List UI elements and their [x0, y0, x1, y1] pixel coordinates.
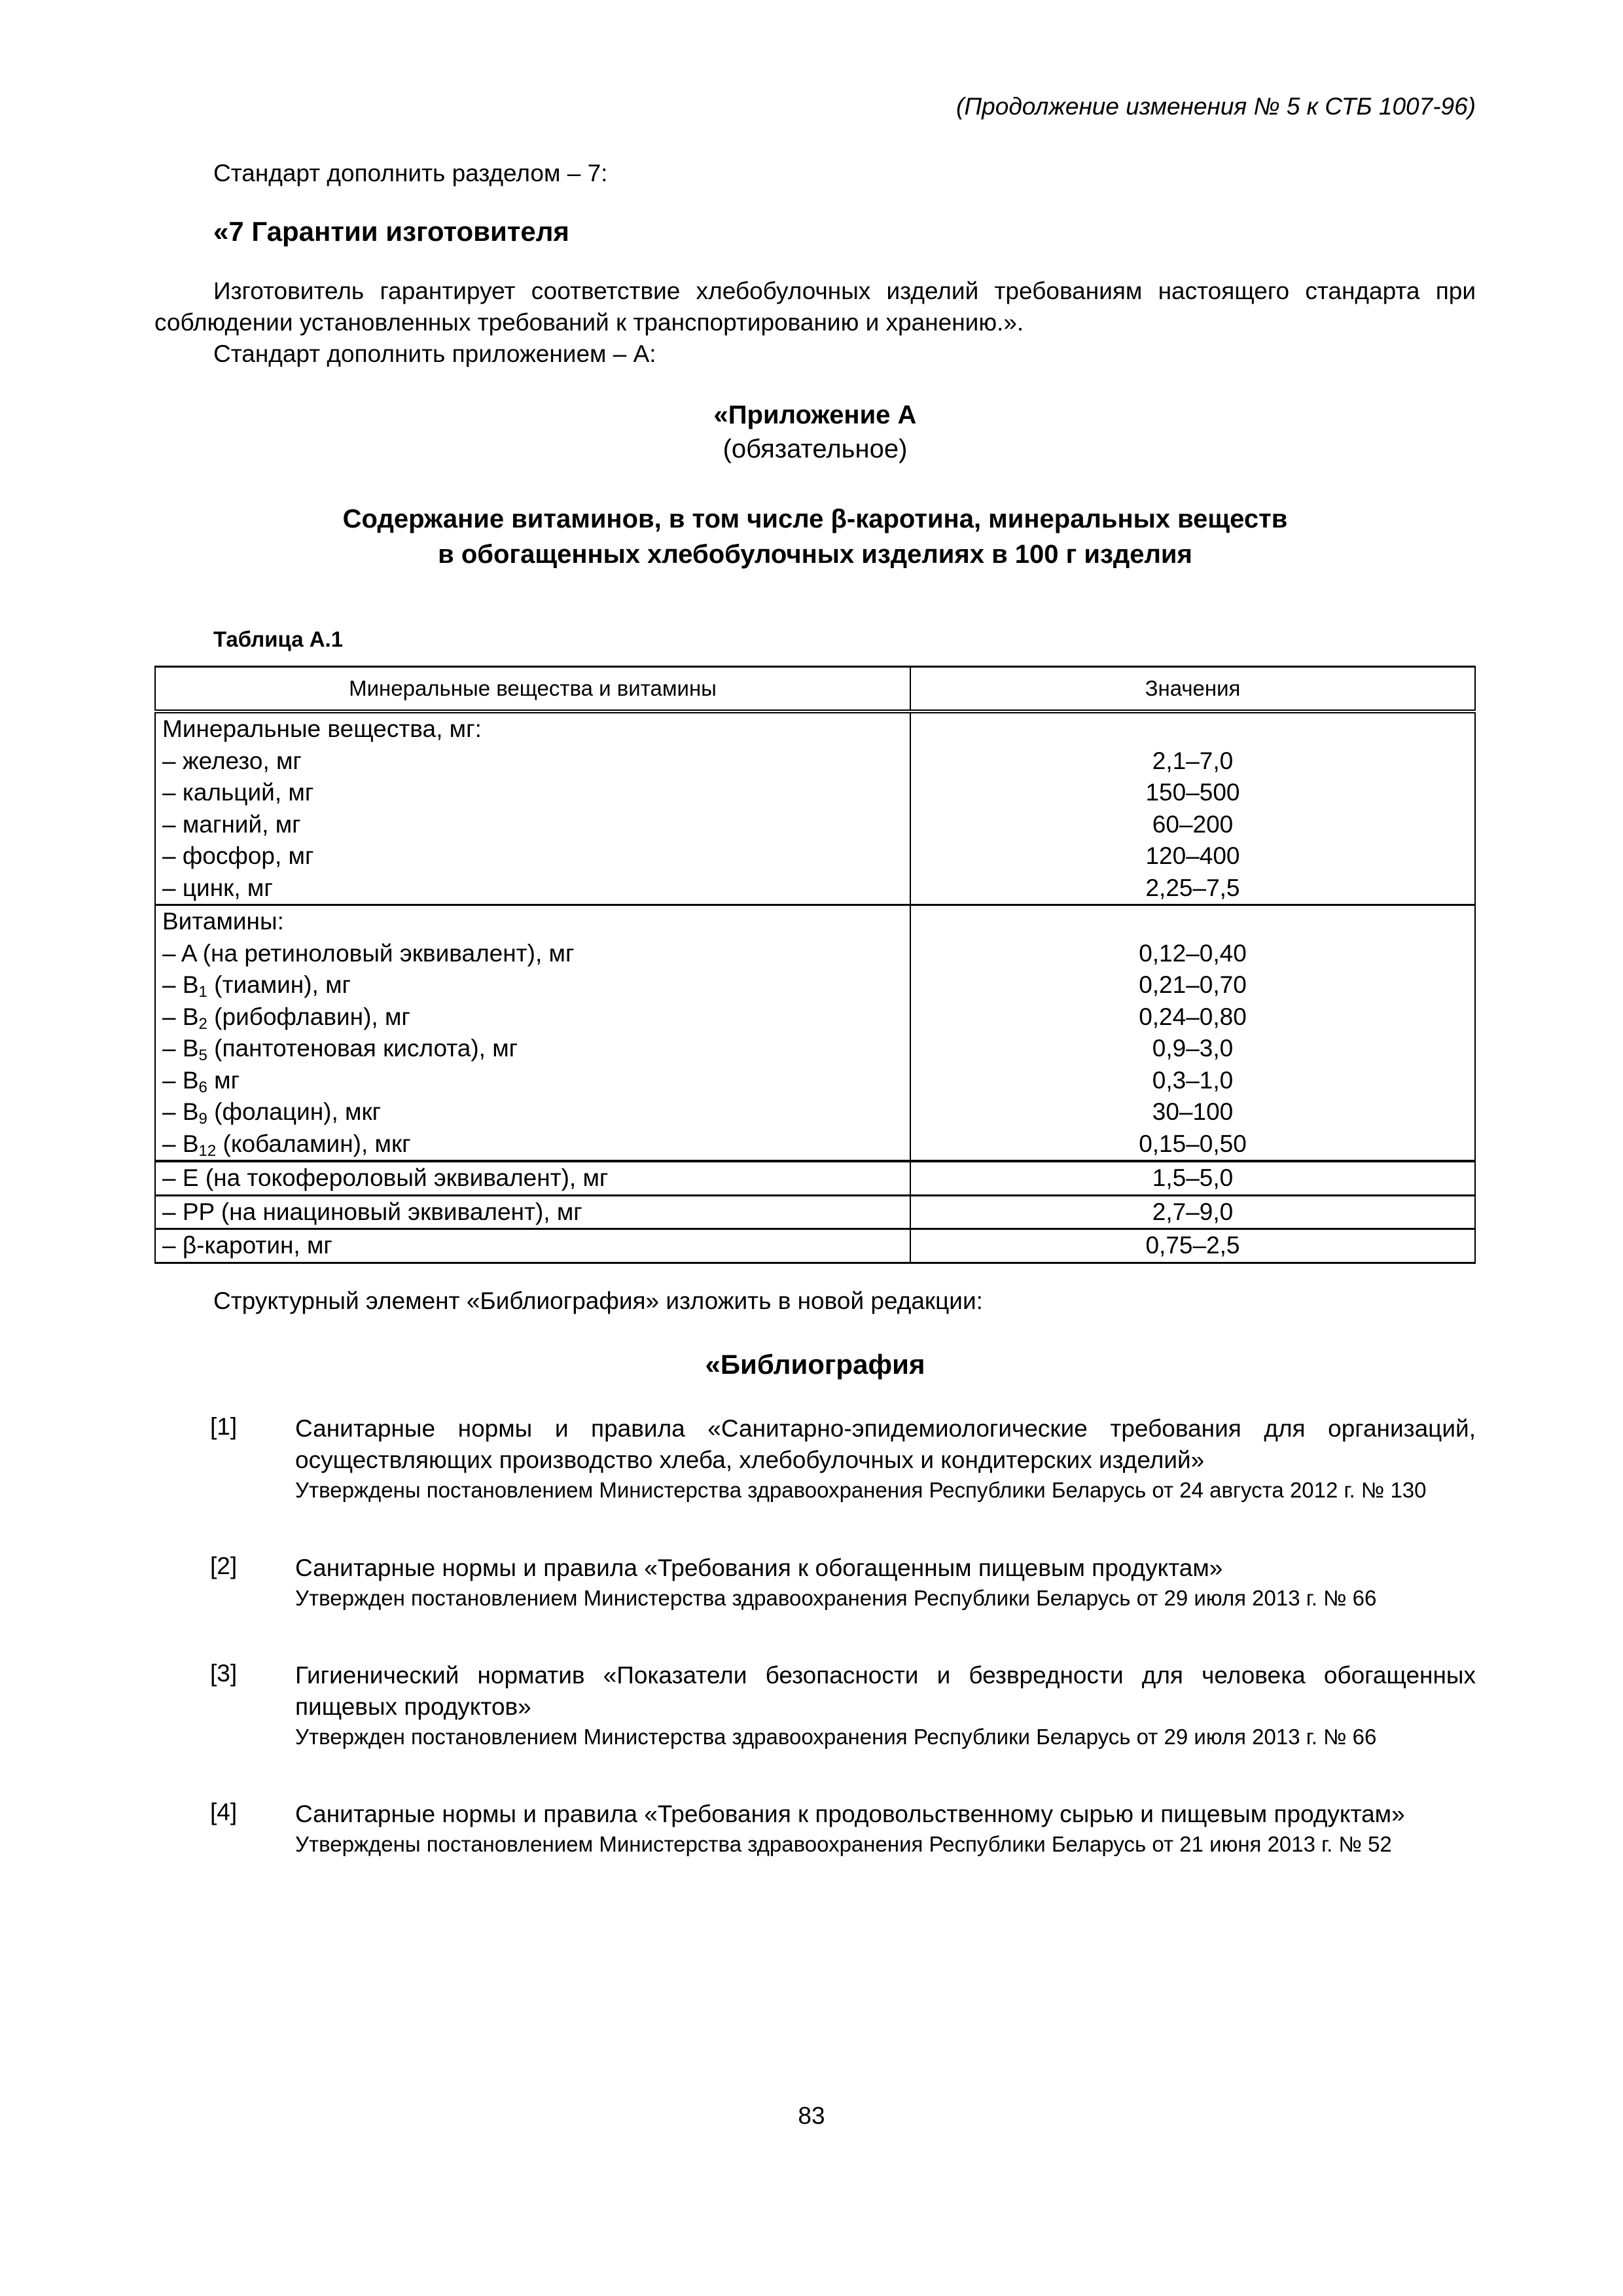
- continuation-header: (Продолжение изменения № 5 к СТБ 1007-96): [956, 93, 1476, 120]
- mineral-name: – кальций, мг: [162, 779, 314, 806]
- vitamin-value: 0,12–0,40: [1139, 939, 1247, 967]
- bibliography-item: [210, 1552, 1476, 1613]
- ref-text: Санитарные нормы и правила «Требования к обогащенным пищевым продуктам»: [295, 1554, 1223, 1581]
- ref-note: Утверждены постановлением Министерства здравоохранения Республики Беларусь от 24 августа 2012 г. № 130: [295, 1478, 1427, 1502]
- mineral-name: – магний, мг: [162, 810, 301, 838]
- table-row: [155, 1229, 1475, 1263]
- beta-carotene-value: 0,75–2,5: [910, 1229, 1475, 1263]
- table-row: [155, 1195, 1475, 1229]
- ref-number: [3]: [210, 1660, 238, 1687]
- vitamin-value: 0,15–0,50: [1139, 1130, 1247, 1157]
- ref-number: [1]: [210, 1413, 238, 1440]
- table-row: [155, 1161, 1475, 1195]
- ref-number: [2]: [210, 1552, 238, 1579]
- minerals-values: [910, 711, 1475, 905]
- vitamin-value: 30–100: [1152, 1098, 1234, 1125]
- ref-text: Гигиенический норматив «Показатели безопасности и безвредности для человека обогащенных пищевых продуктов»: [295, 1662, 1476, 1720]
- vitamin-name: – $B_1$ (тиамин), мг: [162, 971, 351, 1001]
- appendix-title: «Приложение А: [713, 401, 917, 429]
- vitamin-value: 0,9–3,0: [1152, 1035, 1234, 1062]
- ref-text: Санитарные нормы и правила «Требования к продовольственному сырью и пищевым продуктам»: [295, 1801, 1405, 1827]
- vitamins-minerals-table: [154, 666, 1476, 1264]
- vitamin-name: – $B_6$ мг: [162, 1066, 240, 1096]
- vitamin-name: – $B_{12}$ (кобаламин), мкг: [162, 1130, 411, 1160]
- appendix-intro: Стандарт дополнить приложением – А:: [213, 340, 656, 367]
- bibliography-intro: Структурный элемент «Библиография» изложить в новой редакции:: [213, 1287, 983, 1314]
- vitamin-name: – $B_5$ (пантотеновая кислота), мг: [162, 1035, 518, 1064]
- table-header-row: [155, 667, 1475, 712]
- ref-number: [4]: [210, 1799, 238, 1825]
- vitamins-values: [910, 905, 1475, 1162]
- intro-text: Стандарт дополнить разделом – 7:: [213, 160, 608, 187]
- column-header-values: Значения: [910, 667, 1475, 712]
- table-label: Таблица А.1: [213, 627, 344, 651]
- mineral-value: 120–400: [1145, 842, 1240, 869]
- mineral-name: – цинк, мг: [162, 874, 273, 901]
- vitamin-e-value: 1,5–5,0: [910, 1161, 1475, 1195]
- mineral-value: 150–500: [1145, 779, 1240, 806]
- minerals-group: [155, 711, 1475, 905]
- vitamin-name: – A (на ретиноловый эквивалент), мг: [162, 939, 575, 967]
- minerals-names: [155, 711, 910, 905]
- page-number: 83: [798, 2102, 825, 2129]
- appendix-heading-line1: Содержание витаминов, в том числе β-каротина, минеральных веществ: [342, 505, 1288, 533]
- mineral-value: 2,1–7,0: [1152, 747, 1234, 774]
- beta-carotene-name: – β-каротин, мг: [155, 1229, 910, 1263]
- bibliography-title: «Библиография: [705, 1349, 925, 1380]
- mineral-name: – фосфор, мг: [162, 842, 314, 869]
- ref-note: Утвержден постановлением Министерства здравоохранения Республики Беларусь от 29 июля 2013 г. № 66: [295, 1725, 1377, 1749]
- mineral-name: – железо, мг: [162, 747, 302, 774]
- vitamin-pp-name: – PP (на ниациновый эквивалент), мг: [155, 1195, 910, 1229]
- vitamin-value: 0,24–0,80: [1139, 1003, 1247, 1030]
- mineral-value: 60–200: [1152, 810, 1234, 838]
- section-7-title: «7 Гарантии изготовителя: [213, 216, 569, 247]
- vitamin-e-name: – E (на токофероловый эквивалент), мг: [155, 1161, 910, 1195]
- ref-note: Утвержден постановлением Министерства здравоохранения Республики Беларусь от 29 июля 2013 г. № 66: [295, 1586, 1377, 1610]
- appendix-heading-line2: в обогащенных хлебобулочных изделиях в 100 г изделия: [438, 540, 1192, 569]
- appendix-subtitle: (обязательное): [722, 435, 908, 463]
- bibliography-item: [210, 1660, 1476, 1751]
- vitamins-group: [155, 905, 1475, 1162]
- section-7-text: Изготовитель гарантирует соответствие хлебобулочных изделий требованиям настоящего стандарта при соблюдении установленных требований к транспортированию и хранению.».: [154, 278, 1476, 336]
- vitamins-title: Витамины:: [162, 908, 284, 935]
- vitamin-value: 0,21–0,70: [1139, 971, 1247, 998]
- bibliography-item: [210, 1799, 1476, 1859]
- ref-note: Утверждены постановлением Министерства здравоохранения Республики Беларусь от 21 июня 2013 г. № 52: [295, 1832, 1392, 1856]
- mineral-value: 2,25–7,5: [1145, 874, 1240, 901]
- column-header-substances: Минеральные вещества и витамины: [155, 667, 910, 712]
- minerals-title: Минеральные вещества, мг:: [162, 715, 482, 742]
- vitamins-names: [155, 905, 910, 1162]
- ref-text: Санитарные нормы и правила «Санитарно-эпидемиологические требования для организаций, осуществляющих производство хлеба, хлебобулочных и кондитерских изделий»: [295, 1415, 1476, 1473]
- bibliography-item: [210, 1413, 1476, 1505]
- vitamin-name: – $B_2$ (рибофлавин), мг: [162, 1003, 410, 1033]
- vitamin-pp-value: 2,7–9,0: [910, 1195, 1475, 1229]
- vitamin-value: 0,3–1,0: [1152, 1066, 1234, 1094]
- vitamin-name: – $B_9$ (фолацин), мкг: [162, 1098, 382, 1128]
